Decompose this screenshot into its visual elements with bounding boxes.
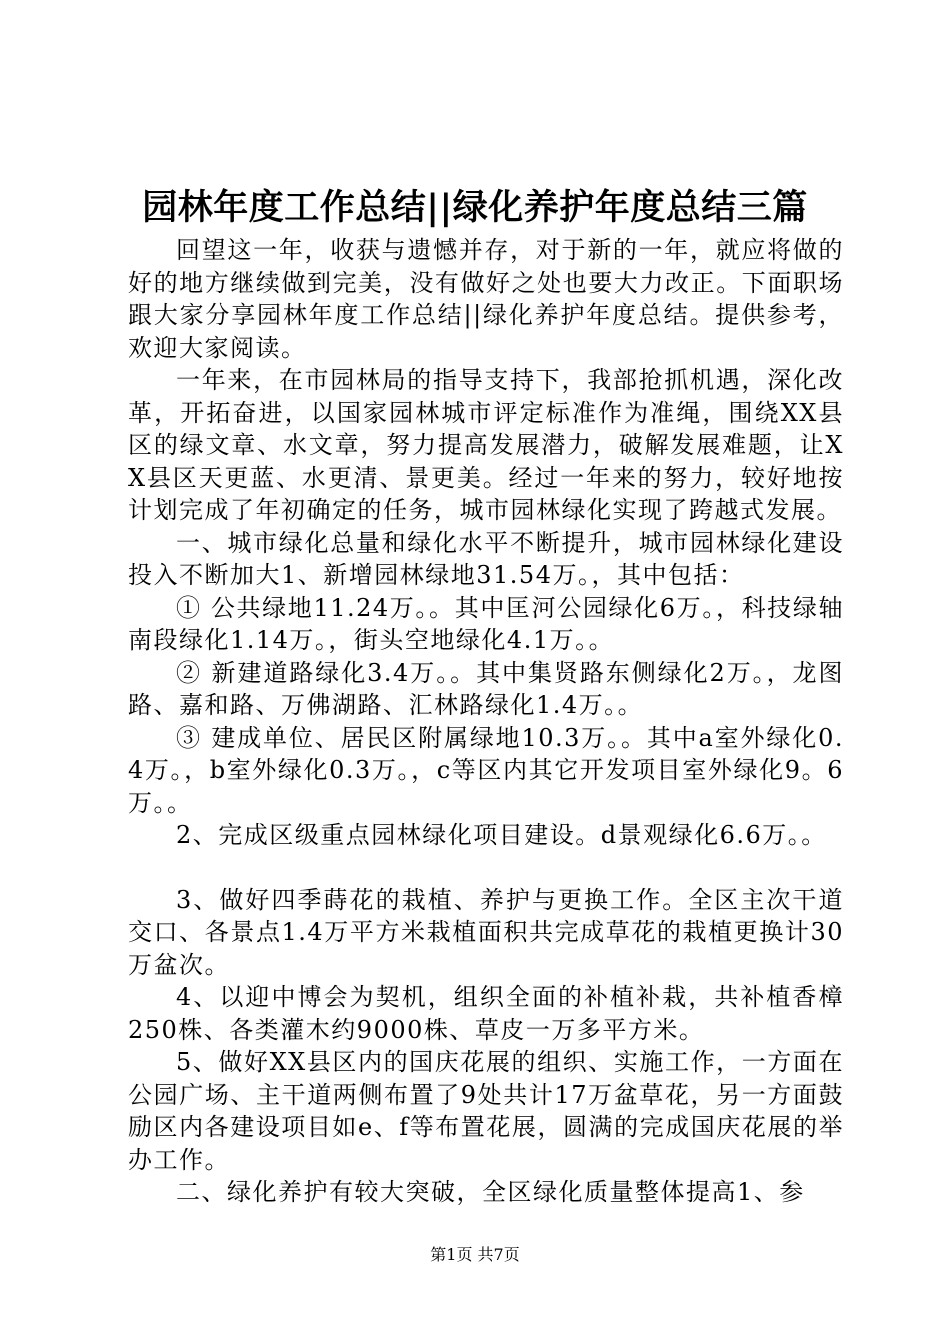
paragraph-section-one: 一、城市绿化总量和绿化水平不断提升，城市园林绿化建设投入不断加大1、新增园林绿地31.54万。，其中包括： [128,528,844,589]
paragraph-item-1: ① 公共绿地11.24万。。其中匡河公园绿化6万。，科技绿轴南段绿化1.14万。，街头空地绿化4.1万。。 [128,593,844,654]
paragraph-point-4: 4、以迎中博会为契机，组织全面的补植补栽，共补植香樟250株、各类灌木约9000株、草皮一万多平方米。 [128,983,844,1044]
paragraph-item-2: ② 新建道路绿化3.4万。。其中集贤路东侧绿化2万。，龙图路、嘉和路、万佛湖路、汇林路绿化1.4万。。 [128,658,844,719]
paragraph-intro: 回望这一年，收获与遗憾并存，对于新的一年，就应将做的好的地方继续做到完美，没有做好之处也要大力改正。下面职场跟大家分享园林年度工作总结||绿化养护年度总结。提供参考，欢迎大家阅读。 [128,236,844,362]
paragraph-point-5: 5、做好XX县区内的国庆花展的组织、实施工作，一方面在公园广场、主干道两侧布置了9处共计17万盆草花，另一方面鼓励区内各建设项目如e、f等布置花展，圆满的完成国庆花展的举办工作。 [128,1048,844,1174]
paragraph-point-3: 3、做好四季蒔花的栽植、养护与更换工作。全区主次干道交口、各景点1.4万平方米栽植面积共完成草花的栽植更换计30万盆次。 [128,885,844,979]
paragraph-overview: 一年来，在市园林局的指导支持下，我部抢抓机遇，深化改革，开拓奋进，以国家园林城市评定标准作为准绳，围绕XX县区的绿文章、水文章，努力提高发展潜力，破解发展难题，让XX县区天更蓝、水更清、景更美。经过一年来的努力，较好地按计划完成了年初确定的任务，城市园林绿化实现了跨越式发展。 [128,366,844,524]
paragraph-point-2: 2、完成区级重点园林绿化项目建设。d景观绿化6.6万。。 [176,821,827,849]
document-title: 园林年度工作总结||绿化养护年度总结三篇 [142,187,808,228]
document-body [128,234,844,1209]
paragraph-section-two: 二、绿化养护有较大突破，全区绿化质量整体提高1、参 [176,1178,805,1206]
page-footer: 第1页 共7页 [430,1245,520,1264]
paragraph-item-3: ③ 建成单位、居民区附属绿地10.3万。。其中a室外绿化0.4万。，b室外绿化0.3万。，c等区内其它开发项目室外绿化9。6万。。 [128,723,844,817]
paragraph-gap [128,852,844,884]
